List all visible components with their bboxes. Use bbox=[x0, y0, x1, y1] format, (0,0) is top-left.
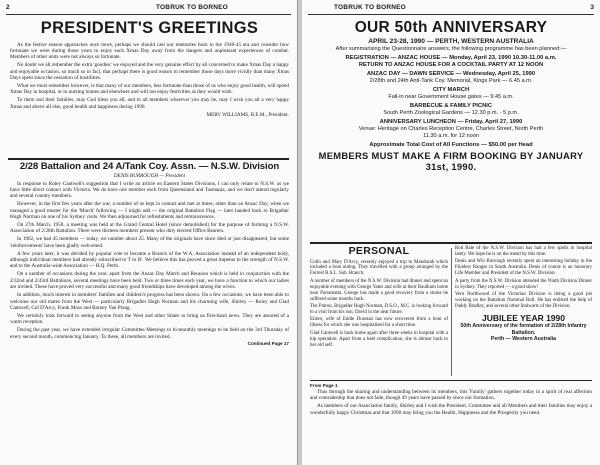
personal-item: Colin and Mary D'Arcy, recently enjoyed a trip to Mandurah which included a boat outing. They travelled with a group arranged by the Forrest R.S.L. Sub. Branch. bbox=[310, 259, 448, 277]
cocktail-party-item: RETURN TO ANZAC HOUSE FOR A COCKTAIL PARTY AT 12 NOON bbox=[358, 61, 544, 68]
jubilee-title: JUBILEE YEAR 1990 bbox=[482, 313, 565, 324]
page-number: 3 bbox=[590, 4, 594, 11]
personal-item: Glad Cantwell is back home again after three weeks in hospital with a hip operation. Apart from a heel complication, she is almost back to her old self. bbox=[310, 330, 448, 348]
article-paragraph: Thus through the sharing and understanding between its members, this 'Family' gathers together today in a spirit of real affection and comradeship that does not fade, though 49 years have passed by since our formation. bbox=[310, 389, 592, 402]
article-byline: DENIS BURROUGH — President bbox=[113, 172, 186, 179]
article-paragraph: In 1962, we had 45 members — today, we number about 25. Many of the originals have since died or just disappeared, but some 'reinforcements' have been gladly welcomed. bbox=[10, 236, 289, 249]
page-number: 2 bbox=[6, 4, 10, 11]
personal-item: Vern Northwood of the Victorian Division is doing a good job working on the Battalion Nominal Roll. He has enlisted the help of Paddy Bradley, and several other Stalwarts of the Division. bbox=[455, 292, 592, 309]
jubilee-place: Perth — Western Australia bbox=[490, 335, 557, 342]
article-paragraph: On 27th March, 1958, a meeting was held at the Grand Central Hotel (since demolished) for the purpose of forming a N.S.W. Association of 2/28th Battalion. There were thirteen members present who duly elected Office Bearers. bbox=[10, 222, 289, 235]
article-paragraph: As the festive season approaches once more, perhaps we should cast our memories back to the 1940-45 era and consider how fortunate we were during those years to enjoy each Xmas Day away from the dangers and unpleasant experiences of combat. Members of other units were not always so fortunate. bbox=[10, 41, 289, 61]
from-page-one bbox=[310, 383, 592, 418]
personal-item: A number of members of the N.S.W. Division had dinner and spent an enjoyable evening with George Yates and wife at their Baulkum home near Parramatta. George has made a good recovery from a stroke he suffered some months back. bbox=[310, 278, 448, 302]
registration-item: REGISTRATION — ANZAC HOUSE — Monday, April 23, 1990 10.30-11.00 a.m. bbox=[345, 54, 557, 61]
personal-title: PERSONAL bbox=[348, 245, 410, 257]
article-paragraph: As members of our Association family, Shirley and I wish the President, Committee and all Members and their families may enjoy a wonderfully happy Christmas and that 1990 may bring you the Health, Happiness and the Prosperity you need. bbox=[310, 403, 592, 416]
jubilee-subtitle: 50th Anniversary of the formation of 2/28th Infantry Battalion. bbox=[460, 323, 587, 336]
luncheon-venue: Venue: Heritage on Charles Reception Centre, Charles Street, North Perth bbox=[358, 125, 544, 132]
personal-item: Denis and Win Burrough recently spent an interesting holiday in the Flinders Ranges in South Australia. Denis of course is an honorary Life Member and President of the N.S.W. Division. bbox=[455, 259, 592, 277]
running-title: TOBRUK TO BORNEO bbox=[334, 4, 406, 11]
personal-column-left bbox=[310, 246, 448, 350]
section-rule bbox=[310, 242, 592, 244]
barbecue-item: BARBECUE & FAMILY PICNIC bbox=[409, 102, 493, 109]
article-title: OUR 50th ANNIVERSARY bbox=[354, 19, 548, 36]
from-page-label: From Page 1 bbox=[310, 383, 338, 388]
page-header bbox=[6, 4, 291, 14]
right-page bbox=[302, 0, 600, 465]
article-paragraph: In response to Roley Cantwell's suggestion that I write an article on Eastern States Divisions, I can only relate to N.S.W. as we have little direct contact with Victoria. We do have one member each from Queensland and Tasmania, and we don't attend regularly and several country members. bbox=[10, 180, 289, 200]
programme-intro: After summarising the Questionnaire answers, the following programme has been planned:— bbox=[335, 45, 567, 52]
nsw-division-article bbox=[10, 162, 289, 346]
city-march-detail: Fall-in near Government House gates — 9.45 a.m. bbox=[388, 93, 514, 100]
dawn-service-item: ANZAC DAY — DAWN SERVICE — Wednesday, April 25, 1990 bbox=[366, 70, 536, 77]
article-signature: MERV WILLIAMS, B.E.M., President. bbox=[206, 111, 289, 118]
personal-item: The Patron, Brigadier Hugh Norman, D.S.O., M.C. is looking forward to a visit from his son, David in the near future. bbox=[310, 304, 448, 315]
article-paragraph: However, in the first few years after the war, a number of us kept in contact and met at times, other than on Anzac Day, when we managed a good muster for the 'March' following — I might add — the original Battalion Flag — later handed back to Brigadier Hugh Norman on one of his Sydney visits. We then adjourned for refreshments and reminiscences. bbox=[10, 201, 289, 221]
barbecue-detail: South Perth Zoological Gardens — 12.30 p.m. - 5 p.m. bbox=[383, 109, 519, 116]
city-march-item: CITY MARCH bbox=[432, 86, 470, 93]
personal-item: A party from the N.S.W. Division attended the Ninth Division Dinner in Sydney. They reported — a good show! bbox=[455, 278, 592, 290]
article-paragraph: On a number of occasions during the year, apart from the Anzac Day March and Reunion which is held in conjunction with the 2/32nd and 2/43rd Battalions, several meetings have been held. Two or three times each year, we have a function to which our ladies are invited. These have proved very successful and many good friendships have developed among the wives. bbox=[10, 271, 289, 291]
cost-line: Approximate Total Cost of All Functions — $50.00 per Head bbox=[369, 141, 533, 148]
section-rule bbox=[8, 158, 289, 160]
section-rule bbox=[310, 380, 592, 381]
article-title: PRESIDENT'S GREETINGS bbox=[40, 19, 259, 37]
left-page bbox=[0, 0, 298, 465]
continued-note: Continued Page 17 bbox=[247, 341, 289, 347]
article-paragraph: To them and their families, may God bless you all, and to all members wherever you may be, may I wish you all a very happy Xmas and above all else, good health and happiness during 1990. bbox=[10, 97, 289, 110]
luncheon-time: 11.30 a.m. for 12 noon bbox=[423, 132, 479, 139]
booking-notice: MEMBERS MUST MAKE A FIRM BOOKING BY JANUARY 31st, 1990. bbox=[318, 149, 584, 172]
article-paragraph: A few years later, it was decided by popular vote to become a Branch of the W.A. Association instead of an independent body, although individual members had already subscribed to T to B'. We believe this has proved a great impetus to the strength of N.S.W. and to the Australia-wide Association — H.Q. Perth. bbox=[10, 250, 289, 270]
personal-item: Rod Bale of the N.S.W. Division has had a few spells in hospital lately. We hope he is on the mend by this time. bbox=[455, 246, 592, 257]
page-header bbox=[308, 4, 594, 14]
anniversary-programme bbox=[310, 20, 592, 172]
header-rule bbox=[6, 14, 291, 15]
article-paragraph: During the past year, we have extended irregular Committee Meetings to bi-monthly meetings to be held on the 3rd Thursday of every second month, commencing January. To these, all members are invited. bbox=[10, 327, 289, 340]
article-paragraph: In addition, much interest in members' families and children's progress has been shown. On a few occasions, we have been able to welcome our old mates from the West — particularly Brigadier Hugh Norman and his charming wife, Shirley — Roley and Glad Cantwell, Col D'Arcy, Frank Moss and Barney Van Praag. bbox=[10, 292, 289, 311]
presidents-greetings-article bbox=[10, 20, 289, 118]
personal-column-right bbox=[455, 246, 592, 342]
luncheon-item: ANNIVERSARY LUNCHEON — Friday, April 27, 1990 bbox=[379, 118, 523, 125]
anniversary-dates: APRIL 23-28, 1990 — PERTH, WESTERN AUSTRALIA bbox=[368, 37, 534, 45]
personal-item: Eilern, wife of Eddie Dunstan has now recovered from a bout of illness for which she was hospitalised for a short time. bbox=[310, 317, 448, 329]
article-paragraph: No doubt we all remember the extra 'goodies' we enjoyed and the very genuine effort by all concerned to make Xmas Day a happy and enjoyable occasion, so much so in fact, that perhaps there is good reason to remember those days more vividly than many Xmas Days spent since the cessation of hostilities. bbox=[10, 62, 289, 82]
article-paragraph: What we must remember however, is that many of our members, less fortunate than those of us who enjoy good health, will spend Xmas Day in hospital, or in nursing homes and elsewhere and will not enjoy festivities as they would wish. bbox=[10, 82, 289, 96]
article-title: 2/28 Battalion and 24 A/Tank Coy. Assn. — N.S.W. Division bbox=[19, 161, 280, 172]
article-paragraph: We certainly look forward to seeing anyone from the West and other States to bring us first-hand news. They are assured of a warm reception. bbox=[10, 312, 289, 326]
header-rule bbox=[308, 14, 594, 15]
running-title: TOBRUK TO BORNEO bbox=[156, 4, 228, 11]
dawn-service-detail: 2/28th and 24th Anti-Tank Coy. Memorial, Kings Park — 6.45 a.m. bbox=[369, 77, 533, 84]
column-divider bbox=[451, 248, 452, 376]
